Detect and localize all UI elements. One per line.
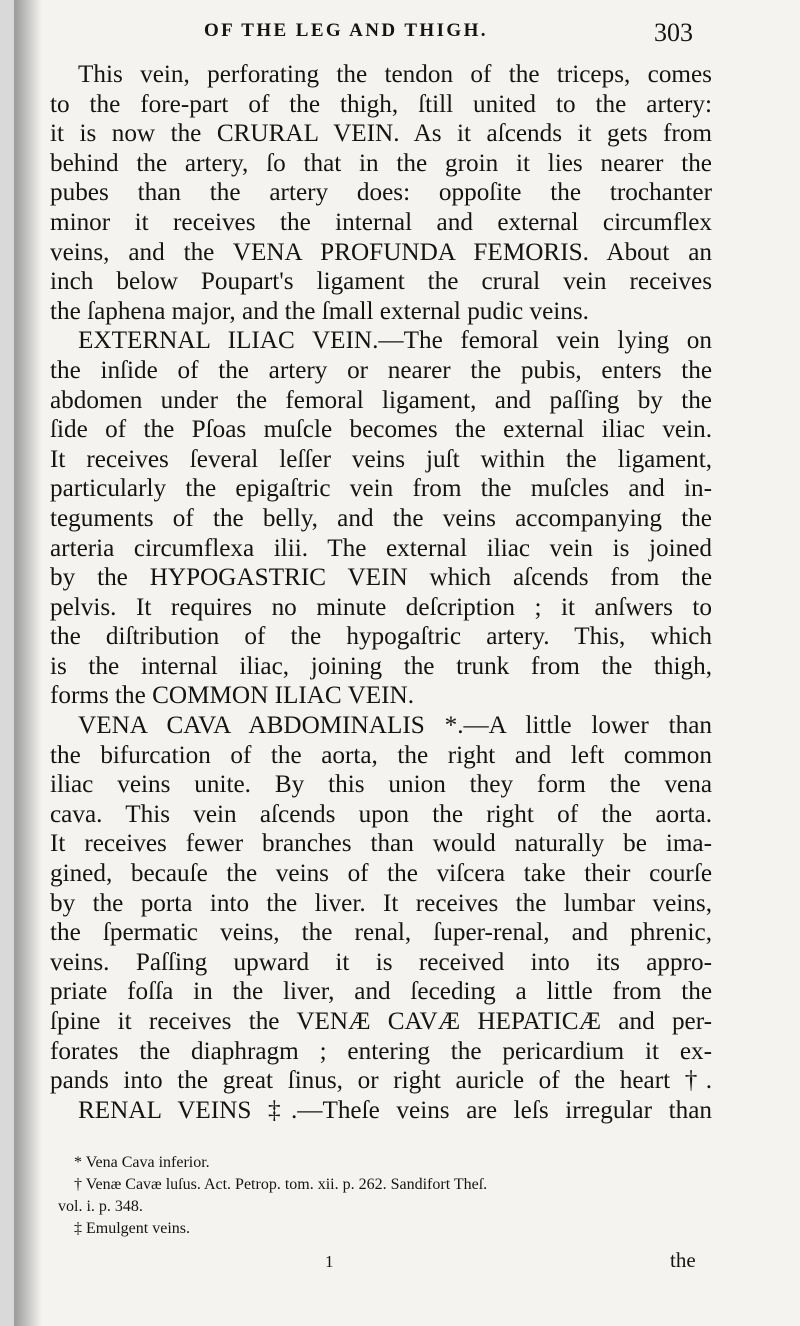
signature-mark: 1 [325,1252,334,1271]
text-line: the inſide of the artery or nearer the pubis, enters the [50,356,712,384]
text-line: minor it receives the internal and external circumflex [50,208,712,236]
text-line: abdomen under the femoral ligament, and paſſing by the [50,386,712,414]
text-line: to the fore-part of the thigh, ſtill united to the artery: [50,90,712,118]
footnote-continuation: vol. i. p. 348. [58,1198,143,1215]
text-line: priate foſſa in the liver, and ſeceding a little from the [50,978,712,1006]
footnotes [58,1152,718,1240]
text-line: EXTERNAL ILIAC VEIN.—The femoral vein lying on [78,327,712,355]
text-line: It receives ſeveral leſſer veins juſt within the ligament, [50,445,712,473]
text-line: by the HYPOGASTRIC VEIN which aſcends from the [50,564,712,592]
text-line: behind the artery, ſo that in the groin it lies nearer the [50,149,712,177]
text-line: gined, becauſe the veins of the viſcera take their courſe [50,860,712,888]
footnote: ‡ Emulgent veins. [74,1220,190,1237]
text-line: the ſpermatic veins, the renal, ſuper-renal, and phrenic, [50,919,712,947]
text-line: ſide of the Pſoas muſcle becomes the external iliac vein. [50,416,712,444]
text-line: pubes than the artery does: oppoſite the trochanter [50,179,712,207]
text-line: cava. This vein aſcends upon the right of the aorta. [50,800,712,828]
text-line: it is now the CRURAL VEIN. As it aſcends it gets from [50,120,712,148]
page-header [14,18,800,54]
text-line: pands into the great ſinus, or right auricle of the heart †. [50,1067,712,1095]
page-number: 303 [654,18,693,47]
text-line: iliac veins unite. By this union they form the vena [50,771,712,799]
text-line: is the internal iliac, joining the trunk from the thigh, [50,652,712,680]
running-head: OF THE LEG AND THIGH. [204,20,488,41]
text-line: the ſaphena major, and the ſmall external pudic veins. [50,297,589,325]
text-line: forates the diaphragm ; entering the pericardium it ex- [50,1037,712,1065]
text-line: This vein, perforating the tendon of the triceps, comes [78,61,712,88]
text-line: RENAL VEINS ‡.—Theſe veins are leſs irregular than [78,1096,712,1124]
text-line: arteria circumflexa ilii. The external iliac vein is joined [50,534,712,562]
text-line: veins, and the VENA PROFUNDA FEMORIS. About an [50,238,712,266]
text-line: particularly the epigaſtric vein from the muſcles and in- [50,475,712,503]
text-line: It receives fewer branches than would naturally be ima- [50,830,712,858]
text-line: the bifurcation of the aorta, the right and left common [50,741,712,769]
text-line: ſpine it receives the VENÆ CAVÆ HEPATICÆ and per- [50,1008,712,1035]
text-line: veins. Paſſing upward it is received into its appro- [50,948,712,976]
footnote: * Vena Cava inferior. [74,1154,210,1171]
text-line: the diſtribution of the hypogaſtric artery. This, which [50,623,712,651]
footnote: † Venæ Cavæ luſus. Act. Petrop. tom. xii. p. 262. Sandifort Theſ. [74,1176,488,1193]
book-page [14,0,800,1326]
text-line: by the porta into the liver. It receives the lumbar veins, [50,889,712,917]
text-line: teguments of the belly, and the veins accompanying the [50,504,712,532]
text-line: VENA CAVA ABDOMINALIS *.—A little lower than [78,712,712,740]
body-text [50,60,712,1125]
catchword: the [670,1248,696,1272]
text-line: forms the COMMON ILIAC VEIN. [50,682,415,710]
text-line: inch below Poupart's ligament the crural vein receives [50,268,712,296]
text-line: pelvis. It requires no minute deſcription ; it anſwers to [50,593,712,621]
